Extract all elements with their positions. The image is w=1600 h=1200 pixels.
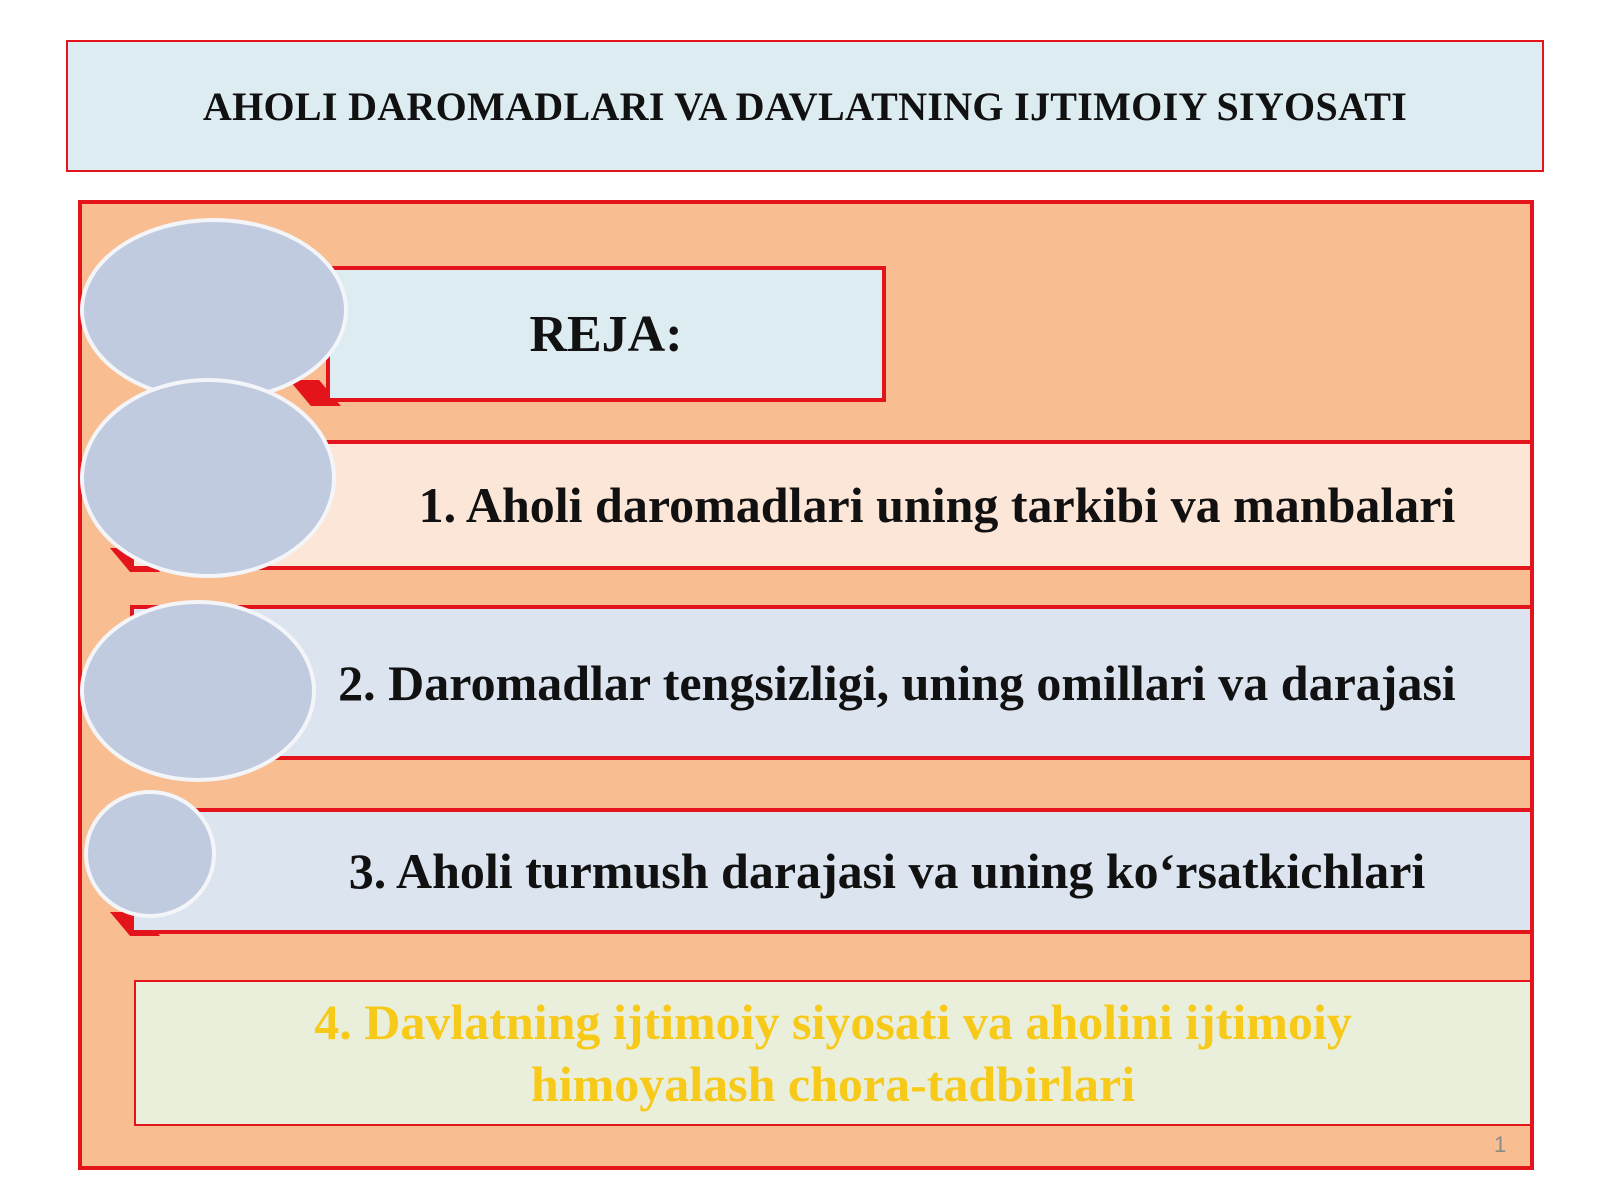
plan-heading: REJA: xyxy=(529,305,683,363)
plan-item-1 xyxy=(130,440,1534,570)
decorative-circle-2 xyxy=(80,378,336,578)
title-box xyxy=(66,40,1544,172)
plan-item-2-label: 2. Daromadlar tengsizligi, uning omillari va darajasi xyxy=(338,654,1456,711)
decorative-circle-1 xyxy=(80,218,348,402)
plan-item-1-label: 1. Aholi daromadlari uning tarkibi va manbalari xyxy=(418,477,1456,533)
plan-item-4 xyxy=(134,980,1532,1126)
decorative-circle-3 xyxy=(80,600,316,782)
decorative-circle-4 xyxy=(84,790,216,918)
plan-heading-box xyxy=(326,266,886,402)
plan-item-4-label: 4. Davlatning ijtimoiy siyosati va aholini ijtimoiy himoyalash chora-tadbirlari xyxy=(314,993,1352,1112)
plan-item-3-label: 3. Aholi turmush darajasi va uning ko‘rsatkichlari xyxy=(348,843,1426,899)
plan-item-2 xyxy=(130,605,1534,760)
page-number: 1 xyxy=(1494,1132,1507,1157)
slide-title: AHOLI DAROMADLARI VA DAVLATNING IJTIMOIY SIYOSATI xyxy=(202,83,1408,129)
plan-item-3 xyxy=(130,808,1534,934)
